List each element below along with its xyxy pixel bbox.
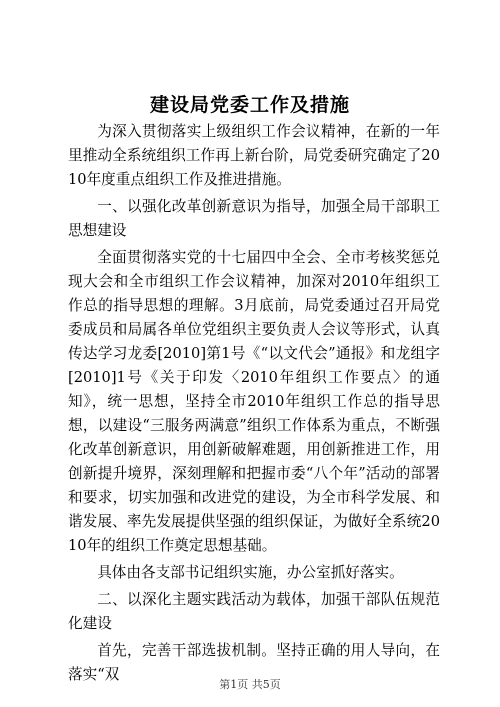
section-heading-1: 一、以强化改革创新意识为指导，加强全局干部职工思想建设 (68, 198, 440, 239)
page-footer: 第1页 共5页 (219, 678, 281, 691)
paragraph-section-2: 首先，完善干部选拔机制。坚持正确的用人导向，在落实“双 (68, 642, 440, 683)
paragraph-section-1: 全面贯彻落实党的十七届四中全会、全市考核奖惩兑现大会和全市组织工作会议精神，加深对2010年组织工作总的指导思想的理解。3月底前，局党委通过召开局党委成员和局属各单位党组织主要负责人会议等形式，认真传达学习龙委[2010]第1号《“以文代会”通报》和龙组字[2010]1号《关于印发〈2010年组织工作要点〉的通知》，统一思想，坚持全市2010年组织工作总的指导思想，以建设“三服务两满意”组织工作体系为重点，不断强化改革创新意识，用创新破解难题，用创新推进工作，用创新提升境界，深刻理解和把握市委“八个年”活动的部署和要求，切实加强和改进党的建设，为全市科学发展、和谐发展、率先发展提供坚强的组织保证，为做好全系统2010年的组织工作奠定思想基础。 (68, 249, 440, 554)
document-body (68, 120, 440, 690)
section-heading-2: 二、以深化主题实践活动为载体，加强干部队伍规范化建设 (68, 591, 440, 632)
document-title: 建设局党委工作及措施 (149, 94, 350, 116)
paragraph-implementation: 具体由各支部书记组织实施，办公室抓好落实。 (97, 564, 404, 581)
paragraph-intro: 为深入贯彻落实上级组织工作会议精神，在新的一年里推动全系统组织工作再上新台阶，局党委研究确定了2010年度重点组织工作及推进措施。 (68, 123, 440, 188)
